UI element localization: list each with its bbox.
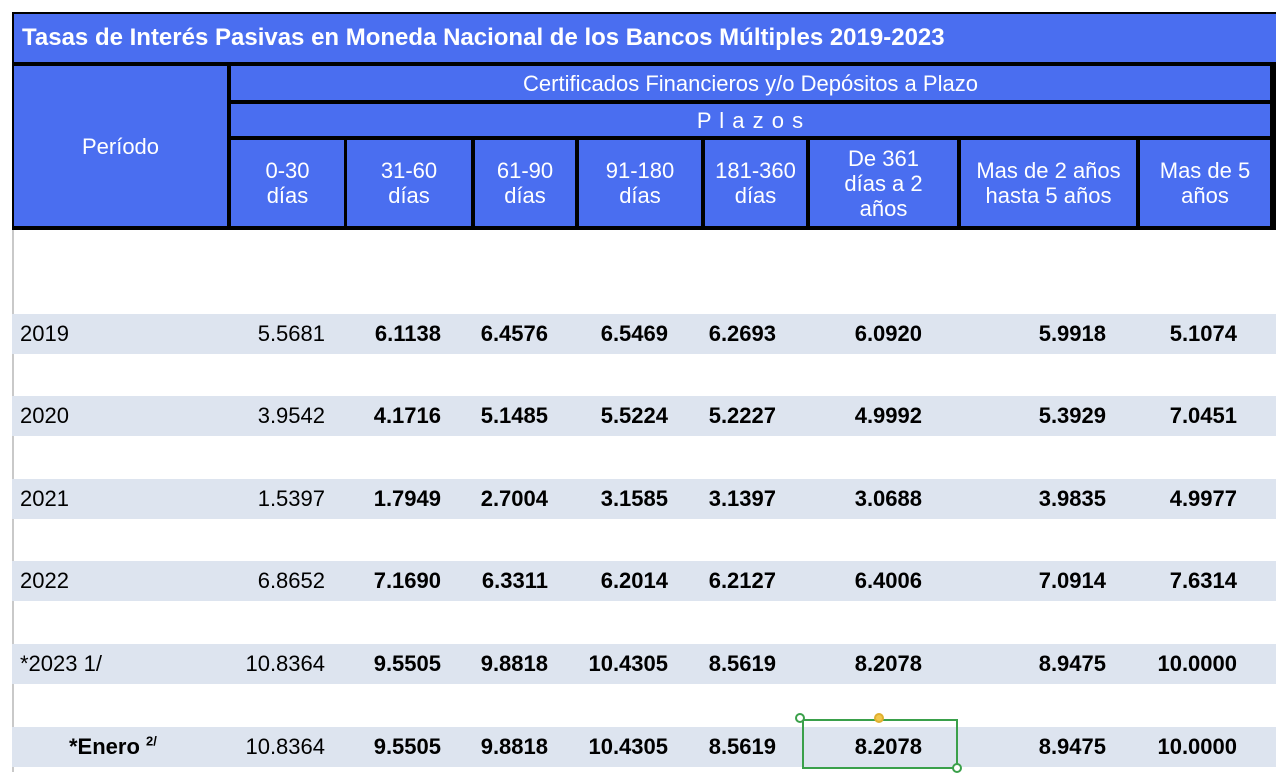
header-col-7: Mas de 5 años bbox=[1140, 140, 1270, 226]
table-title: Tasas de Interés Pasivas en Moneda Nacional de los Bancos Múltiples 2019-2023 bbox=[12, 12, 1276, 64]
cell-value[interactable]: 10.8364 bbox=[245, 651, 325, 676]
cell-value[interactable]: 7.6314 bbox=[1169, 568, 1237, 593]
row-period[interactable]: 2021 bbox=[20, 486, 69, 511]
row-period-footnote: 2/ bbox=[146, 733, 157, 749]
row-period[interactable]: 2022 bbox=[20, 568, 69, 593]
cell-value[interactable]: 5.5224 bbox=[600, 403, 668, 428]
header-col-4: 181-360 días bbox=[705, 140, 806, 226]
cell-value[interactable]: 10.4305 bbox=[588, 734, 668, 759]
cell-value[interactable]: 7.0451 bbox=[1169, 403, 1237, 428]
cell-value[interactable]: 8.5619 bbox=[708, 734, 776, 759]
cell-value[interactable]: 6.0920 bbox=[854, 321, 922, 346]
header-col-0: 0-30 días bbox=[231, 140, 344, 226]
row-period[interactable]: 2019 bbox=[20, 321, 69, 346]
row-period[interactable]: 2020 bbox=[20, 403, 69, 428]
cell-value[interactable]: 1.5397 bbox=[257, 486, 325, 511]
cell-value[interactable]: 9.5505 bbox=[373, 651, 441, 676]
cell-value[interactable]: 5.5681 bbox=[257, 321, 325, 346]
header-col-3: 91-180 días bbox=[579, 140, 701, 226]
cell-value[interactable]: 10.4305 bbox=[588, 651, 668, 676]
cell-value[interactable]: 10.0000 bbox=[1157, 651, 1237, 676]
cell-value[interactable]: 6.4006 bbox=[854, 568, 922, 593]
cell-value[interactable]: 6.3311 bbox=[481, 568, 548, 593]
cell-value[interactable]: 8.9475 bbox=[1038, 734, 1106, 759]
cell-value[interactable]: 9.8818 bbox=[480, 651, 548, 676]
cell-value[interactable]: 7.1690 bbox=[373, 568, 441, 593]
header-group: Certificados Financieros y/o Depósitos a Plazo bbox=[231, 66, 1270, 100]
table-header bbox=[12, 64, 1276, 230]
cell-value[interactable]: 5.1074 bbox=[1169, 321, 1237, 346]
header-col-1: 31-60 días bbox=[347, 140, 471, 226]
cell-value[interactable]: 5.1485 bbox=[480, 403, 548, 428]
cell-value[interactable]: 9.8818 bbox=[480, 734, 548, 759]
cell-value[interactable]: 3.9835 bbox=[1038, 486, 1106, 511]
cell-value[interactable]: 8.9475 bbox=[1038, 651, 1106, 676]
cell-value[interactable]: 2.7004 bbox=[480, 486, 548, 511]
table-row[interactable] bbox=[12, 561, 1276, 601]
cell-value[interactable]: 6.5469 bbox=[600, 321, 668, 346]
cell-value[interactable]: 1.7949 bbox=[373, 486, 441, 511]
table-row[interactable] bbox=[12, 314, 1276, 354]
table-row[interactable] bbox=[12, 644, 1276, 684]
header-col-6: Mas de 2 años hasta 5 años bbox=[961, 140, 1136, 226]
cell-value[interactable]: 3.1585 bbox=[600, 486, 668, 511]
header-periodo: Período bbox=[14, 66, 227, 226]
cell-value[interactable]: 8.5619 bbox=[708, 651, 776, 676]
cell-value[interactable]: 3.0688 bbox=[854, 486, 922, 511]
cell-value[interactable]: 6.1138 bbox=[374, 321, 441, 346]
cell-value[interactable]: 9.5505 bbox=[373, 734, 441, 759]
cell-value[interactable]: 7.0914 bbox=[1038, 568, 1106, 593]
cell-value[interactable]: 5.2227 bbox=[708, 403, 776, 428]
header-col-2: 61-90 días bbox=[475, 140, 575, 226]
cell-value[interactable]: 6.4576 bbox=[480, 321, 548, 346]
cell-value[interactable]: 10.8364 bbox=[245, 734, 325, 759]
cell-value[interactable]: 4.9992 bbox=[854, 403, 922, 428]
cell-value[interactable]: 8.2078 bbox=[854, 651, 922, 676]
table-row[interactable] bbox=[12, 396, 1276, 436]
cell-value[interactable]: 3.1397 bbox=[708, 486, 776, 511]
cell-value[interactable]: 4.9977 bbox=[1169, 486, 1237, 511]
header-col-5: De 361 días a 2 años bbox=[810, 140, 957, 226]
cell-value[interactable]: 4.1716 bbox=[373, 403, 441, 428]
cell-value[interactable]: 10.0000 bbox=[1157, 734, 1237, 759]
row-period[interactable]: *2023 1/ bbox=[20, 651, 102, 676]
selection-handle-top-left[interactable] bbox=[795, 713, 805, 723]
header-plazos: P l a z o s bbox=[231, 104, 1270, 136]
cell-value[interactable]: 5.9918 bbox=[1038, 321, 1106, 346]
table-row[interactable] bbox=[12, 479, 1276, 519]
table-row[interactable] bbox=[12, 727, 1276, 767]
cell-value[interactable]: 6.8652 bbox=[257, 568, 325, 593]
cell-value[interactable]: 5.3929 bbox=[1038, 403, 1106, 428]
cell-selection-box[interactable] bbox=[802, 719, 958, 769]
cell-value[interactable]: 3.9542 bbox=[257, 403, 325, 428]
selection-handle-top[interactable] bbox=[874, 713, 884, 723]
cell-value[interactable]: 6.2127 bbox=[708, 568, 776, 593]
cell-value[interactable]: 8.2078 bbox=[854, 734, 922, 759]
row-period[interactable]: *Enero $^{2/}$ bbox=[69, 733, 157, 759]
cell-value[interactable]: 6.2693 bbox=[708, 321, 776, 346]
cell-value[interactable]: 6.2014 bbox=[600, 568, 668, 593]
